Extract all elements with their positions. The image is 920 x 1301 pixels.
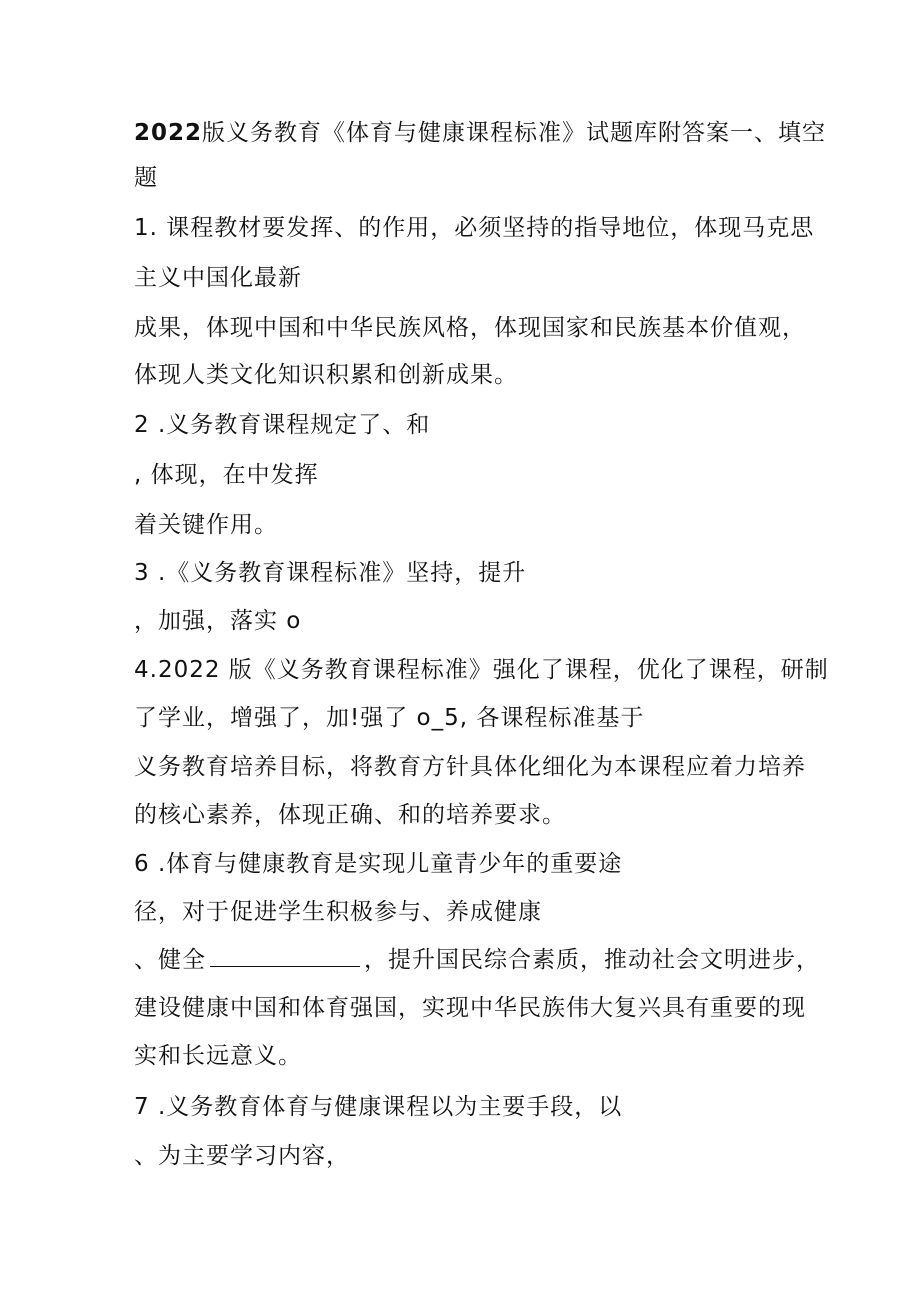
question-6: 6 .体育与健康教育是实现儿童青少年的重要途 bbox=[134, 851, 623, 877]
document-title bbox=[134, 118, 826, 148]
text-line: 成果，体现中国和中华民族风格，体现国家和民族基本价值观， bbox=[134, 315, 806, 341]
text-line: 1. 课程教材要发挥、的作用，必须坚持的指导地位，体现马克思 bbox=[134, 215, 815, 241]
question-7: 7 .义务教育体育与健康课程以为主要手段，以 bbox=[134, 1094, 623, 1120]
question-2: 2 .义务教育课程规定了、和 bbox=[134, 412, 431, 438]
text-line: 主义中国化最新 bbox=[134, 265, 302, 291]
answer-blank bbox=[210, 946, 360, 967]
title-year: 2022 bbox=[134, 120, 203, 146]
title-continuation: 题 bbox=[134, 165, 158, 191]
text-line: 建设健康中国和体育强国，实现中华民族伟大复兴具有重要的现 bbox=[134, 995, 806, 1021]
text-line: , 体现，在中发挥 bbox=[134, 462, 319, 488]
text-line: 径，对于促进学生积极参与、养成健康 bbox=[134, 899, 542, 925]
question-3: 3 .《义务教育课程标准》坚持，提升 bbox=[134, 560, 527, 586]
text-line: 的核心素养，体现正确、和的培养要求。 bbox=[134, 802, 566, 828]
text-line: ，加强，落实 o bbox=[134, 608, 302, 634]
text-line: 着关键作用。 bbox=[134, 512, 278, 538]
text-line: 了学业，增强了，加!强了 o_5, 各课程标准基于 bbox=[134, 705, 645, 731]
text-line: 体现人类文化知识积累和创新成果。 bbox=[134, 362, 518, 388]
text-line: 、为主要学习内容， bbox=[134, 1143, 350, 1169]
text-line: 义务教育培养目标，将教育方针具体化细化为本课程应着力培养 bbox=[134, 754, 806, 780]
blank-before: 、健全 bbox=[134, 947, 206, 973]
question-4: 4.2022 版《义务教育课程标准》强化了课程，优化了课程，研制 bbox=[134, 657, 829, 683]
text-line: 实和长远意义。 bbox=[134, 1043, 302, 1069]
title-text: 版义务教育《体育与健康课程标准》试题库附答案一、填空 bbox=[202, 120, 827, 146]
blank-after: ，提升国民综合素质，推动社会文明进步， bbox=[364, 947, 820, 973]
text-line-with-blank bbox=[134, 945, 820, 975]
